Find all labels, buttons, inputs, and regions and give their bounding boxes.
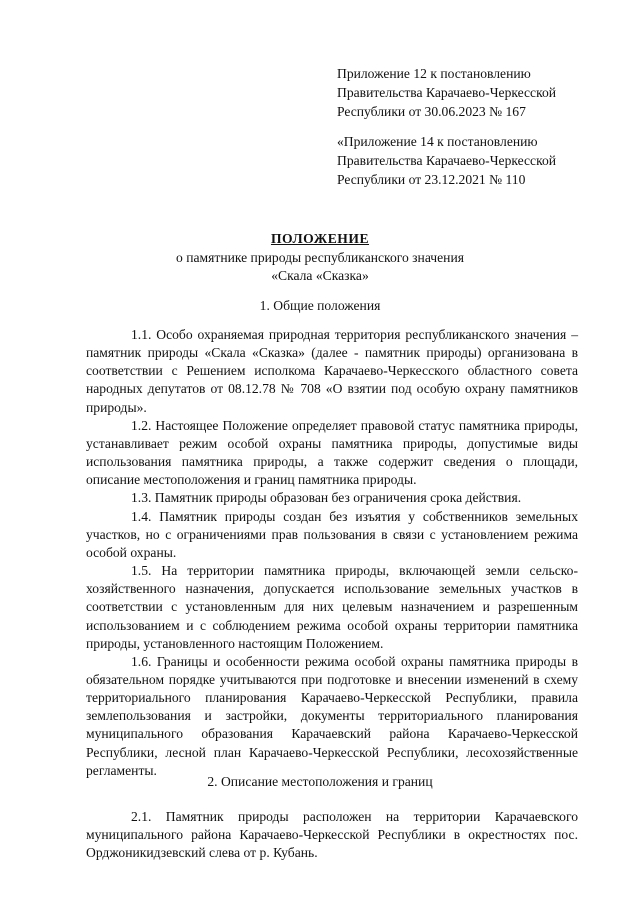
document-title-block (0, 230, 640, 285)
appendix-note-line: «Приложение 14 к постановлению (337, 134, 538, 149)
document-subtitle: о памятнике природы республиканского значения (176, 250, 464, 265)
section-heading: 1. Общие положения (259, 298, 381, 313)
document-title: ПОЛОЖЕНИЕ (270, 231, 370, 246)
appendix-note-line: Республики от 30.06.2023 № 167 (337, 104, 526, 119)
appendix-note-line: Правительства Карачаево-Черкесской (337, 85, 557, 100)
appendix-note-line: Правительства Карачаево-Черкесской (337, 153, 557, 168)
appendix-note-original (337, 132, 556, 189)
paragraph: 1.1. Особо охраняемая природная территория республиканского значения – памятник природы «Скала «Сказка» (далее - памятник природы) организована в соответствии с Решением исполкома Карачаево-Черкесского областного совета народных депутатов от 08.12.78 № 708 «О взятии под особую охрану памятников природы». (86, 327, 578, 415)
paragraph: 1.6. Границы и особенности режима особой охраны памятника природы в обязательном порядке учитываются при подготовке и внесении изменений в схему территориального планирования Карачаево-Черкесской Республики, правила землепользования и застройки, документы территориального планирования муниципального образования Карачаевский района Карачаево-Черкесской Республики, лесной план Карачаево-Черкесской Республики, лесохозяйственные регламенты. (86, 653, 578, 778)
appendix-note-current (337, 64, 556, 121)
section-body (86, 326, 578, 780)
appendix-note-line: Республики от 23.12.2021 № 110 (337, 172, 526, 187)
document-subtitle: «Скала «Сказка» (271, 268, 369, 283)
paragraph: 1.3. Памятник природы образован без ограничения срока действия. (131, 490, 522, 506)
section-heading: 2. Описание местоположения и границ (207, 774, 433, 789)
paragraph: 1.5. На территории памятника природы, включающей земли сельскохозяйственного назначения, допускается использование земельных участков в соответствии с установленным для них целевым назначением и разрешенным использованием и с соблюдением режима особой охраны территории памятника природы, установленного настоящим Положением. (86, 563, 578, 651)
section-body (86, 808, 578, 862)
appendix-note-line: Приложение 12 к постановлению (337, 66, 531, 81)
paragraph: 2.1. Памятник природы расположен на территории Карачаевского муниципального района Карачаево-Черкесской Республики в окрестностях пос. Орджоникидзевский слева от р. Кубань. (86, 809, 578, 861)
paragraph: 1.2. Настоящее Положение определяет правовой статус памятника природы, устанавливает режим особой охраны памятника природы, допустимые виды использования памятника природы, а также содержит сведения о площади, описание местоположения и границ памятника природы. (86, 417, 578, 488)
paragraph: 1.4. Памятник природы создан без изъятия у собственников земельных участков, но с ограничениями прав пользования в связи с установлением режима особой охраны. (86, 508, 578, 560)
